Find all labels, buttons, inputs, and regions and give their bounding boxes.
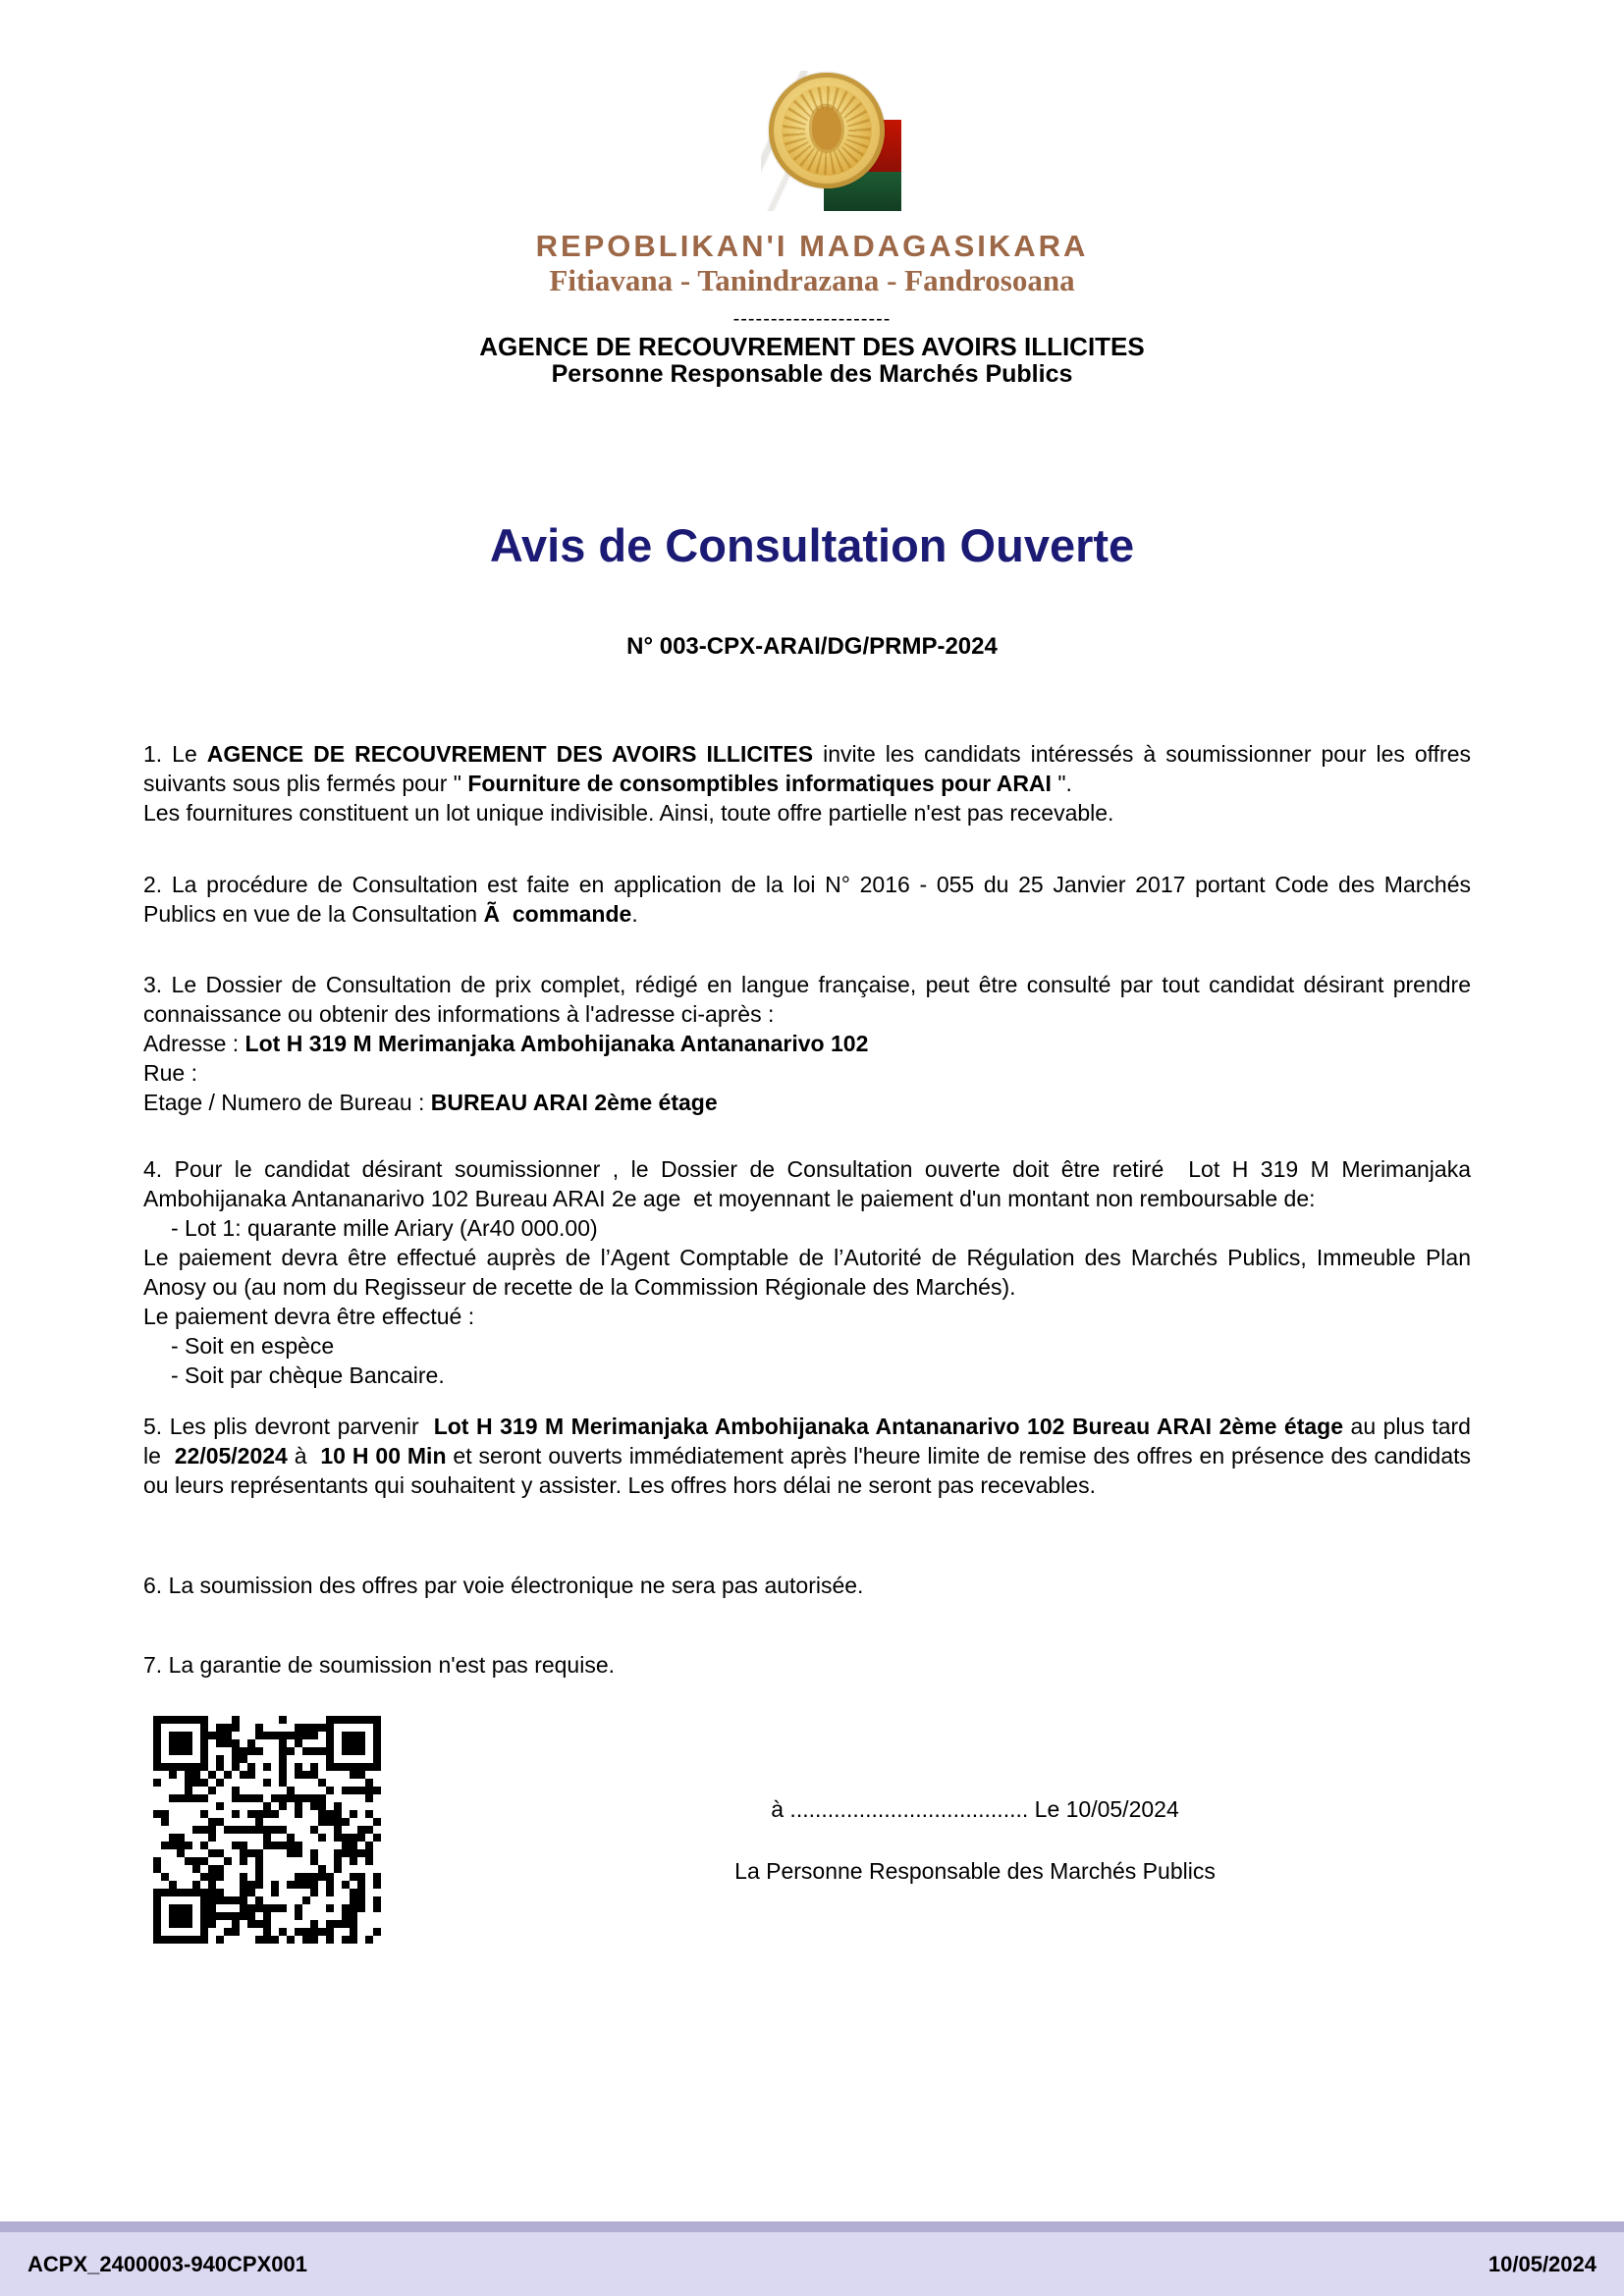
text-line: 5. Les plis devront parvenir Lot H 319 M Merimanjaka Ambohijanaka Antananarivo 102 Bureau ARAI 2ème étage au plus tard le 22/05/2024 à 10 H 00 Min et seront ouverts immédiatement après l'heure limite de remise des offres en présence des candidats ou leurs représentants qui souhaitent y assister. Les offres hors délai ne seront pas recevables. xyxy=(143,1414,1478,1498)
qr-code xyxy=(153,1716,381,1944)
body-paragraph-2 xyxy=(143,870,1478,929)
text-line: Les fournitures constituent un lot unique indivisible. Ainsi, toute offre partielle n'est pas recevable. xyxy=(143,800,1114,826)
reference-number: N° 003-CPX-ARAI/DG/PRMP-2024 xyxy=(626,633,998,660)
text-line: - Lot 1: quarante mille Ariary (Ar40 000.00) xyxy=(171,1215,598,1241)
page-footer xyxy=(0,2221,1624,2296)
body-paragraph-6 xyxy=(143,1571,1471,1600)
agency-name: AGENCE DE RECOUVREMENT DES AVOIRS ILLICITES xyxy=(479,332,1145,361)
place-date-line: à ...................................... Le 10/05/2024 xyxy=(771,1796,1179,1822)
body-paragraph-4 xyxy=(143,1154,1477,1390)
document-title: Avis de Consultation Ouverte xyxy=(489,519,1135,571)
text-line: 6. La soumission des offres par voie électronique ne sera pas autorisée. xyxy=(143,1573,864,1598)
text-line: 2. La procédure de Consultation est faite en application de la loi N° 2016 - 055 du 25 Janvier 2017 portant Code des Marchés Publics en vue de la Consultation Ã commande. xyxy=(143,872,1478,927)
text-line: 1. Le AGENCE DE RECOUVREMENT DES AVOIRS ILLICITES invite les candidats intéressés à soumissionner pour les offres suivants sous plis fermés pour " Fourniture de consomptibles informatiques pour ARAI ". xyxy=(143,741,1478,796)
separator-dashes: --------------------- xyxy=(732,308,892,330)
text-line: Le paiement devra être effectué : xyxy=(143,1304,475,1329)
text-line: 7. La garantie de soumission n'est pas requise. xyxy=(143,1652,616,1678)
republic-title: REPOBLIKAN'I MADAGASIKARA xyxy=(535,229,1089,263)
signature-block xyxy=(553,1796,1397,1885)
national-motto: Fitiavana - Tanindrazana - Fandrosoana xyxy=(549,263,1075,297)
text-line: Etage / Numero de Bureau : BUREAU ARAI 2ème étage xyxy=(143,1090,718,1115)
text-line: - Soit par chèque Bancaire. xyxy=(171,1362,445,1388)
text-line: 3. Le Dossier de Consultation de prix complet, rédigé en langue française, peut être consulté par tout candidat désirant prendre connaissance ou obtenir des informations à l'adresse ci-après : xyxy=(143,972,1478,1027)
body-paragraph-7 xyxy=(143,1650,1471,1680)
body-paragraph-5 xyxy=(143,1412,1478,1500)
text-line: Le paiement devra être effectué auprès de l’Agent Comptable de l’Autorité de Régulation des Marchés Publics, Immeuble Plan Anosy ou (au nom du Regisseur de recette de la Commission Régionale des Marchés). xyxy=(143,1245,1477,1300)
document-id: ACPX_2400003-940CPX001 xyxy=(27,2251,307,2276)
text-line: Adresse : Lot H 319 M Merimanjaka Ambohijanaka Antananarivo 102 xyxy=(143,1031,869,1056)
body-paragraph-1 xyxy=(143,739,1478,828)
text-line: - Soit en espèce xyxy=(171,1333,335,1359)
document-body xyxy=(143,0,1478,2296)
text-line: Rue : xyxy=(143,1060,197,1086)
text-line: 4. Pour le candidat désirant soumissionner , le Dossier de Consultation ouverte doit être retiré Lot H 319 M Merimanjaka Ambohijanaka Antananarivo 102 Bureau ARAI 2e age et moyennant le paiement d'un montant non remboursable de: xyxy=(143,1156,1477,1211)
signatory-title: La Personne Responsable des Marchés Publics xyxy=(734,1858,1216,1884)
footer-date: 10/05/2024 xyxy=(1488,2251,1597,2276)
department-name: Personne Responsable des Marchés Publics xyxy=(551,360,1073,388)
body-paragraph-3 xyxy=(143,970,1478,1117)
